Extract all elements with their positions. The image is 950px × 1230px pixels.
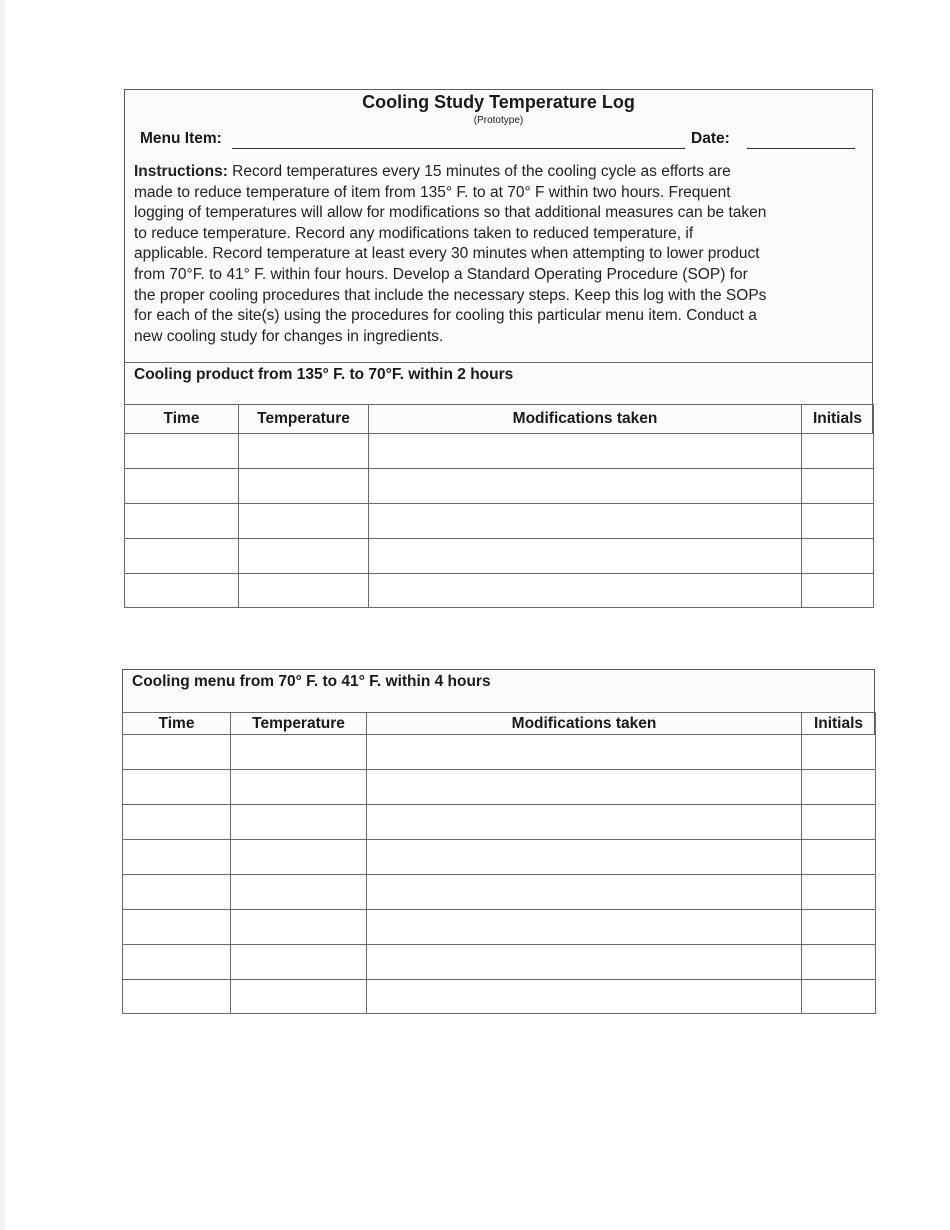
initials-cell[interactable]	[802, 469, 874, 504]
table-row	[125, 469, 874, 504]
page-title: Cooling Study Temperature Log	[362, 92, 635, 112]
temperature-cell[interactable]	[231, 945, 367, 980]
col-temperature: Temperature	[231, 713, 367, 735]
initials-cell[interactable]	[802, 770, 876, 805]
instructions-line: made to reduce temperature of item from 135° F. to at 70° F within two hours. Frequent	[134, 183, 731, 201]
table-header-row	[123, 713, 876, 735]
initials-cell[interactable]	[802, 840, 876, 875]
time-cell[interactable]	[123, 735, 231, 770]
temperature-cell[interactable]	[231, 805, 367, 840]
instructions-line: logging of temperatures will allow for modifications so that additional measures can be taken	[134, 204, 767, 222]
table-row	[123, 980, 876, 1014]
instructions-line: for each of the site(s) using the procedures for cooling this particular menu item. Conduct a	[134, 307, 757, 325]
table-row	[123, 910, 876, 945]
menu-item-label: Menu Item:	[140, 130, 222, 147]
cooling-log-form-top	[124, 89, 873, 607]
initials-cell[interactable]	[802, 434, 874, 469]
table-row	[123, 840, 876, 875]
time-cell[interactable]	[125, 504, 239, 539]
initials-cell[interactable]	[802, 910, 876, 945]
table-row	[123, 875, 876, 910]
initials-cell[interactable]	[802, 945, 876, 980]
date-field[interactable]	[747, 148, 855, 149]
scan-edge	[0, 0, 4, 1230]
section1-title: Cooling product from 135° F. to 70°F. within 2 hours	[134, 366, 514, 383]
modifications-cell[interactable]	[367, 770, 802, 805]
instructions-line: new cooling study for changes in ingredients.	[134, 327, 444, 345]
table-row	[125, 504, 874, 539]
table-row	[125, 539, 874, 574]
instructions-line: Instructions: Record temperatures every 15 minutes of the cooling cycle as efforts are	[134, 163, 731, 180]
temperature-cell[interactable]	[231, 980, 367, 1014]
col-initials: Initials	[802, 713, 876, 735]
time-cell[interactable]	[125, 469, 239, 504]
cooling-table-2	[122, 712, 876, 1014]
instructions-line: from 70°F. to 41° F. within four hours. Develop a Standard Operating Procedure (SOP) for	[134, 265, 748, 283]
modifications-cell[interactable]	[367, 980, 802, 1014]
time-cell[interactable]	[123, 945, 231, 980]
modifications-cell[interactable]	[369, 504, 802, 539]
cooling-table-1	[124, 404, 874, 608]
table-row	[123, 770, 876, 805]
temperature-cell[interactable]	[231, 875, 367, 910]
date-label: Date:	[691, 130, 730, 147]
initials-cell[interactable]	[802, 504, 874, 539]
initials-cell[interactable]	[802, 539, 874, 574]
instructions-line: to reduce temperature. Record any modifications taken to reduced temperature, if	[134, 224, 694, 242]
col-time: Time	[123, 713, 231, 735]
modifications-cell[interactable]	[369, 574, 802, 608]
col-initials: Initials	[802, 405, 874, 434]
initials-cell[interactable]	[802, 805, 876, 840]
modifications-cell[interactable]	[367, 805, 802, 840]
page-subtitle: (Prototype)	[473, 115, 524, 126]
time-cell[interactable]	[123, 875, 231, 910]
temperature-cell[interactable]	[239, 574, 369, 608]
col-temperature: Temperature	[239, 405, 369, 434]
time-cell[interactable]	[125, 574, 239, 608]
time-cell[interactable]	[125, 434, 239, 469]
section-divider	[125, 362, 872, 363]
time-cell[interactable]	[123, 770, 231, 805]
instructions-lead: Instructions:	[134, 163, 228, 180]
initials-cell[interactable]	[802, 574, 874, 608]
table-row	[125, 434, 874, 469]
instructions-line: the proper cooling procedures that include the necessary steps. Keep this log with the SOPs	[134, 286, 767, 304]
modifications-cell[interactable]	[367, 875, 802, 910]
time-cell[interactable]	[125, 539, 239, 574]
temperature-cell[interactable]	[231, 910, 367, 945]
initials-cell[interactable]	[802, 735, 876, 770]
modifications-cell[interactable]	[367, 840, 802, 875]
table-row	[125, 574, 874, 608]
time-cell[interactable]	[123, 980, 231, 1014]
section2-title: Cooling menu from 70° F. to 41° F. within 4 hours	[132, 673, 491, 690]
time-cell[interactable]	[123, 840, 231, 875]
col-modifications: Modifications taken	[369, 405, 802, 434]
temperature-cell[interactable]	[239, 504, 369, 539]
temperature-cell[interactable]	[239, 434, 369, 469]
table-row	[123, 735, 876, 770]
modifications-cell[interactable]	[369, 469, 802, 504]
modifications-cell[interactable]	[367, 910, 802, 945]
temperature-cell[interactable]	[239, 469, 369, 504]
modifications-cell[interactable]	[367, 735, 802, 770]
col-modifications: Modifications taken	[367, 713, 802, 735]
temperature-cell[interactable]	[231, 770, 367, 805]
temperature-cell[interactable]	[239, 539, 369, 574]
table-row	[123, 805, 876, 840]
cooling-log-form-bottom	[122, 669, 875, 1013]
table-header-row	[125, 405, 874, 434]
menu-item-field[interactable]	[232, 148, 685, 149]
modifications-cell[interactable]	[369, 434, 802, 469]
time-cell[interactable]	[123, 805, 231, 840]
initials-cell[interactable]	[802, 875, 876, 910]
time-cell[interactable]	[123, 910, 231, 945]
table-row	[123, 945, 876, 980]
temperature-cell[interactable]	[231, 840, 367, 875]
instructions	[134, 162, 870, 347]
modifications-cell[interactable]	[367, 945, 802, 980]
modifications-cell[interactable]	[369, 539, 802, 574]
initials-cell[interactable]	[802, 980, 876, 1014]
col-time: Time	[125, 405, 239, 434]
temperature-cell[interactable]	[231, 735, 367, 770]
instructions-line: applicable. Record temperature at least every 30 minutes when attempting to lower product	[134, 245, 760, 263]
